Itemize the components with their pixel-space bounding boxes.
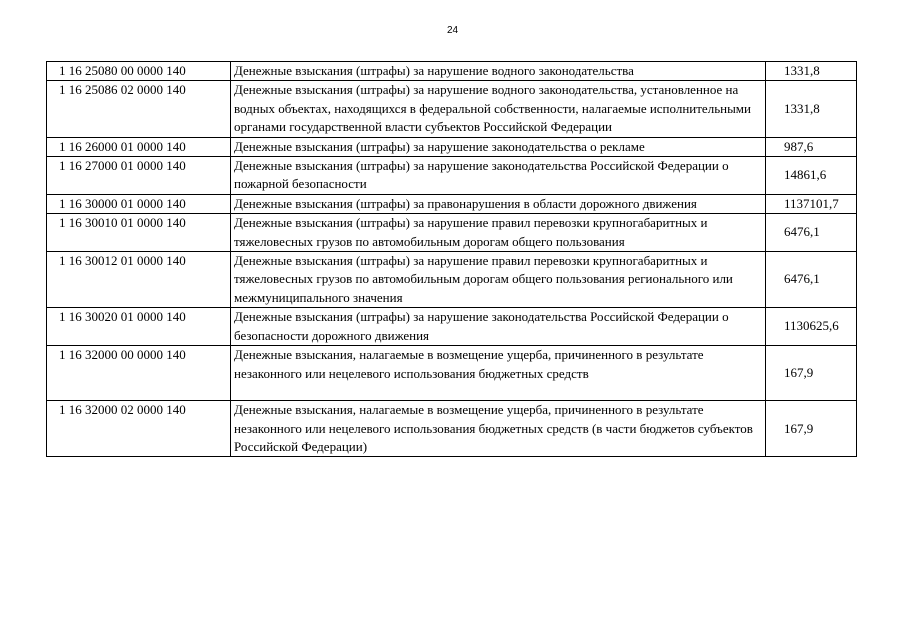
row-description: Денежные взыскания (штрафы) за нарушение водного законодательства [231,62,766,81]
row-code: 1 16 32000 00 0000 140 [47,346,231,401]
row-amount: 1137101,7 [766,194,857,213]
row-description: Денежные взыскания (штрафы) за нарушение законодательства Российской Федерации о безопасности дорожного движения [231,308,766,346]
row-code: 1 16 25080 00 0000 140 [47,62,231,81]
row-description: Денежные взыскания (штрафы) за нарушение водного законодательства, установленное на водных объектах, находящихся в федеральной собственности, налагаемые исполнительными органами государственной власти субъектов Российской Федерации [231,81,766,137]
row-amount: 167,9 [766,346,857,401]
row-code: 1 16 30010 01 0000 140 [47,214,231,252]
table-body [47,62,857,457]
table-row [47,194,857,213]
row-code: 1 16 27000 01 0000 140 [47,157,231,195]
row-amount: 1331,8 [766,81,857,137]
table-row [47,214,857,252]
row-code: 1 16 30020 01 0000 140 [47,308,231,346]
budget-revenue-table [46,61,857,457]
row-description: Денежные взыскания (штрафы) за правонарушения в области дорожного движения [231,194,766,213]
row-description: Денежные взыскания, налагаемые в возмещение ущерба, причиненного в результате незаконного или нецелевого использования бюджетных средств [231,346,766,401]
table-row [47,346,857,401]
table-row [47,137,857,156]
row-description: Денежные взыскания (штрафы) за нарушение правил перевозки крупногабаритных и тяжеловесных грузов по автомобильным дорогам общего пользования регионального или межмуниципального значения [231,252,766,308]
row-amount: 1331,8 [766,62,857,81]
row-amount: 167,9 [766,401,857,457]
row-description: Денежные взыскания (штрафы) за нарушение законодательства о рекламе [231,137,766,156]
row-amount: 6476,1 [766,214,857,252]
table-row [47,157,857,195]
table-row [47,81,857,137]
row-code: 1 16 26000 01 0000 140 [47,137,231,156]
row-amount: 1130625,6 [766,308,857,346]
row-amount: 14861,6 [766,157,857,195]
page-number: 24 [446,25,459,36]
row-code: 1 16 30012 01 0000 140 [47,252,231,308]
row-amount: 987,6 [766,137,857,156]
table-row [47,252,857,308]
row-code: 1 16 30000 01 0000 140 [47,194,231,213]
row-description: Денежные взыскания (штрафы) за нарушение законодательства Российской Федерации о пожарной безопасности [231,157,766,195]
table-row [47,401,857,457]
table-row [47,62,857,81]
row-description: Денежные взыскания (штрафы) за нарушение правил перевозки крупногабаритных и тяжеловесных грузов по автомобильным дорогам общего пользования [231,214,766,252]
row-code: 1 16 32000 02 0000 140 [47,401,231,457]
row-description: Денежные взыскания, налагаемые в возмещение ущерба, причиненного в результате незаконного или нецелевого использования бюджетных средств (в части бюджетов субъектов Российской Федерации) [231,401,766,457]
table-row [47,308,857,346]
row-amount: 6476,1 [766,252,857,308]
row-code: 1 16 25086 02 0000 140 [47,81,231,137]
